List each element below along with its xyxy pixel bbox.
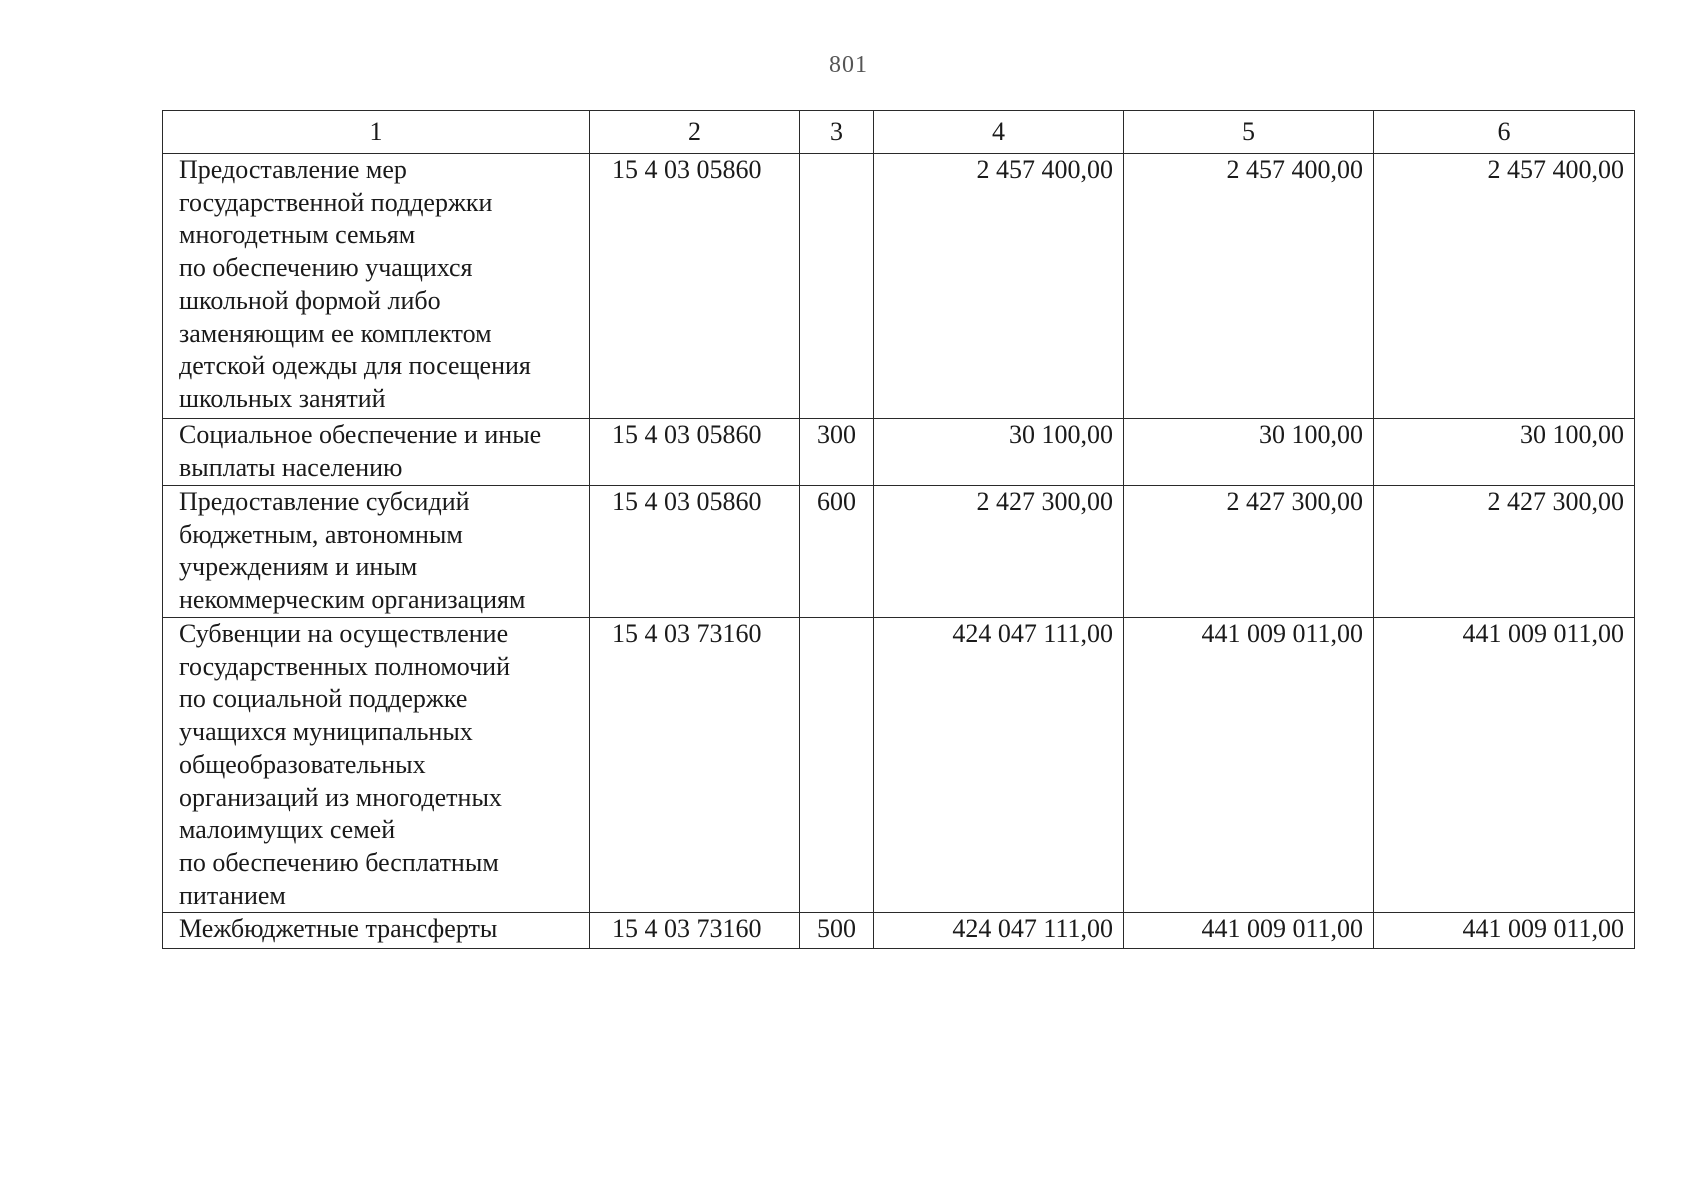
row-name-cell	[163, 154, 590, 419]
row-amount-2: 441 009 011,00	[1124, 913, 1374, 949]
row-amount-1: 30 100,00	[874, 419, 1124, 486]
row-name: Субвенции на осуществление государственных полномочий по социальной поддержке учащихся муниципальных общеобразовательных организаций из многодетных малоимущих семей по обеспечению бесплатным питанием	[179, 619, 511, 910]
row-amount-1: 2 427 300,00	[874, 486, 1124, 618]
row-name-cell	[163, 618, 590, 913]
row-name: Социальное обеспечение и иные выплаты населению	[179, 420, 542, 482]
row-type: 300	[800, 419, 874, 486]
row-amount-1: 2 457 400,00	[874, 154, 1124, 419]
row-amount-2: 30 100,00	[1124, 419, 1374, 486]
column-header-3: 3	[800, 111, 874, 154]
row-type	[800, 618, 874, 913]
row-type: 500	[800, 913, 874, 949]
column-header-2: 2	[590, 111, 800, 154]
row-name-cell	[163, 486, 590, 618]
row-amount-1: 424 047 111,00	[874, 618, 1124, 913]
row-amount-2: 441 009 011,00	[1124, 618, 1374, 913]
row-name-cell	[163, 913, 590, 949]
row-code: 15 4 03 73160	[590, 618, 800, 913]
row-amount-3: 2 427 300,00	[1374, 486, 1635, 618]
row-amount-2: 2 457 400,00	[1124, 154, 1374, 419]
column-header-5: 5	[1124, 111, 1374, 154]
row-type: 600	[800, 486, 874, 618]
row-amount-1: 424 047 111,00	[874, 913, 1124, 949]
row-name: Предоставление субсидий бюджетным, автономным учреждениям и иным некоммерческим организациям	[179, 487, 526, 615]
row-type	[800, 154, 874, 419]
column-header-6: 6	[1374, 111, 1635, 154]
table-header-row	[163, 111, 1635, 154]
row-name: Межбюджетные трансферты	[179, 914, 498, 944]
row-code: 15 4 03 05860	[590, 486, 800, 618]
table-row	[163, 618, 1635, 913]
table-row	[163, 913, 1635, 949]
row-code: 15 4 03 73160	[590, 913, 800, 949]
table-row	[163, 154, 1635, 419]
page-number: 801	[829, 52, 868, 78]
row-name-cell	[163, 419, 590, 486]
column-header-1: 1	[163, 111, 590, 154]
row-code: 15 4 03 05860	[590, 419, 800, 486]
row-amount-2: 2 427 300,00	[1124, 486, 1374, 618]
row-name: Предоставление мер государственной поддержки многодетным семьям по обеспечению учащихся школьной формой либо заменяющим ее комплектом детской одежды для посещения школьных занятий	[179, 155, 531, 413]
row-amount-3: 441 009 011,00	[1374, 618, 1635, 913]
table-row	[163, 486, 1635, 618]
row-amount-3: 30 100,00	[1374, 419, 1635, 486]
budget-table	[162, 110, 1635, 949]
table-row	[163, 419, 1635, 486]
row-amount-3: 2 457 400,00	[1374, 154, 1635, 419]
row-amount-3: 441 009 011,00	[1374, 913, 1635, 949]
column-header-4: 4	[874, 111, 1124, 154]
row-code: 15 4 03 05860	[590, 154, 800, 419]
